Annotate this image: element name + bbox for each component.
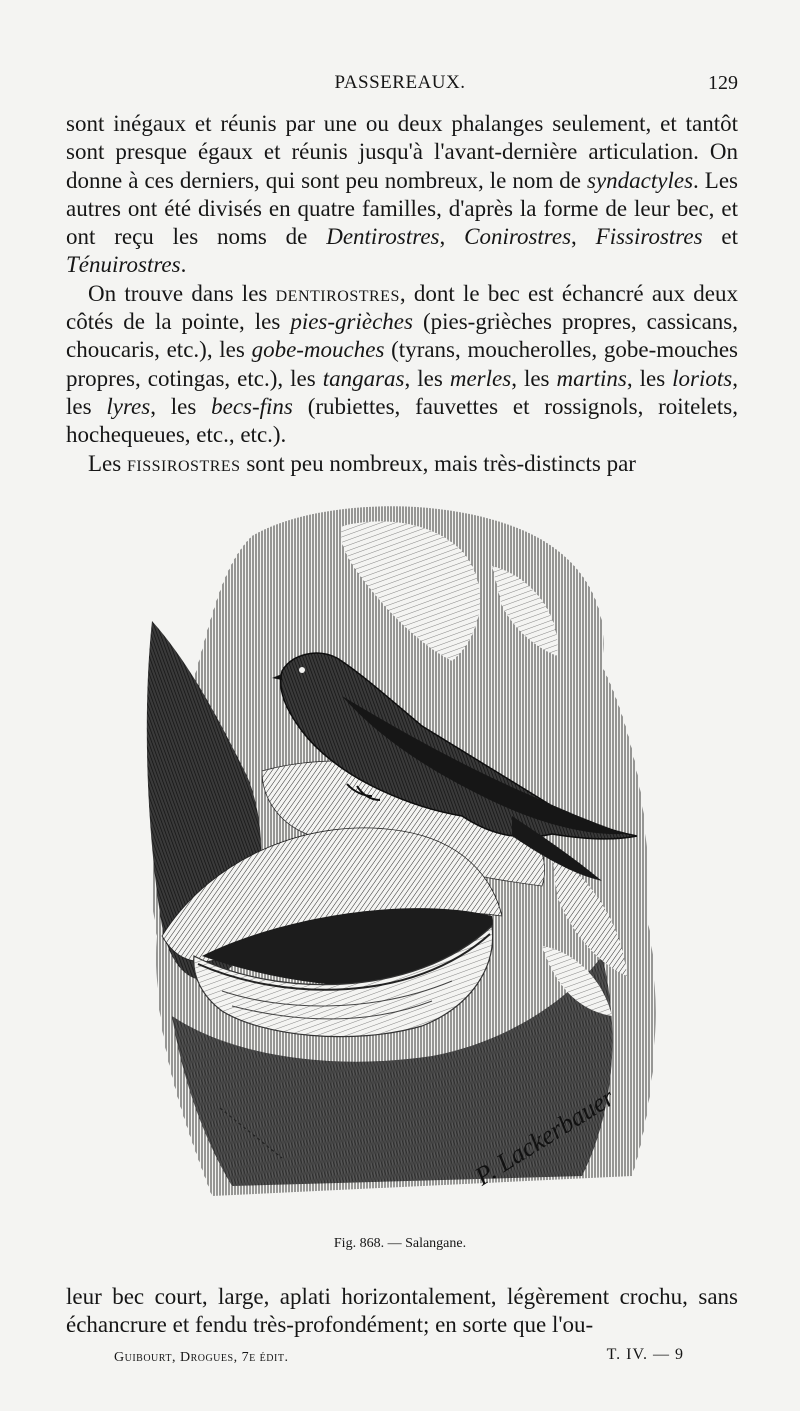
paragraph-orders — [66, 110, 738, 280]
text-run: (tyrans, moucherolles, gobe-mouches propres, cotingas, etc.), les — [66, 337, 738, 391]
running-head — [60, 72, 740, 102]
term-becs-fins: becs-fins — [211, 393, 293, 419]
text-run: , les — [404, 365, 450, 391]
term-syndactyles: syndactyles — [587, 167, 694, 193]
signature-left: Guibourt, Drogues, 7e édit. — [114, 1350, 289, 1365]
term-dentirostres-smallcaps: dentirostres — [275, 280, 400, 306]
text-run: , les — [511, 365, 557, 391]
paragraph-fissirostres — [66, 450, 738, 478]
text-run: , les — [66, 365, 738, 419]
text-run: , — [571, 224, 596, 250]
text-run: , les — [626, 365, 673, 391]
upper-text-block — [66, 110, 738, 478]
text-run: On trouve dans les — [88, 280, 276, 306]
printer-signature-line — [66, 1346, 738, 1370]
term-pies-grieches: pies-grièches — [290, 309, 413, 335]
text-run: sont peu nombreux, mais très-distincts par — [240, 450, 636, 476]
engraver-signature: P. Lackerbauer — [469, 1082, 620, 1192]
term-dentirostres: Dentirostres — [326, 224, 440, 250]
engraving-salangane — [132, 496, 672, 1216]
term-fissirostres-smallcaps: fissirostres — [126, 450, 241, 476]
paragraph-dentirostres — [66, 280, 738, 450]
figure-caption: Fig. 868. — Salangane. — [333, 1236, 467, 1251]
text-run: , les — [150, 393, 212, 419]
term-tangaras: tangaras — [322, 365, 405, 391]
bird-eye — [299, 667, 305, 673]
engraving-illustration — [132, 496, 672, 1216]
term-tenuirostres: Ténuirostres — [66, 252, 181, 278]
running-title: PASSEREAUX. — [334, 72, 466, 93]
text-run: . — [180, 252, 187, 278]
term-loriots: loriots — [672, 365, 733, 391]
text-run: (rubiettes, fauvettes et rossignols, roitelets, hochequeues, etc., etc.). — [66, 393, 738, 448]
page-number: 129 — [708, 72, 738, 94]
term-fissirostres: Fissirostres — [595, 224, 703, 250]
text-run: et — [702, 224, 739, 250]
term-martins: martins — [556, 365, 627, 391]
lower-text-block — [66, 1283, 738, 1340]
text-run: , dont le bec est échancré aux deux côtés de la pointe, les — [66, 280, 739, 335]
term-merles: merles — [449, 365, 512, 391]
term-conirostres: Conirostres — [464, 224, 572, 250]
paragraph-continuation: leur bec court, large, aplati horizontalement, légèrement crochu, sans échancrure et fendu très-profondément; en sorte que l'ou- — [66, 1284, 738, 1338]
text-run: (pies-grièches propres, cassicans, choucaris, etc.), les — [66, 309, 738, 363]
text-run: Les — [88, 450, 127, 476]
signature-right: T. IV. — 9 — [606, 1346, 684, 1363]
term-lyres: lyres — [106, 393, 151, 419]
text-run: , — [439, 224, 465, 250]
text-run: sont inégaux et réunis par une ou deux phalanges seulement, et tantôt sont presque égaux et réunis jusqu'à l'avant-dernière articulation. On donne à ces derniers, qui sont peu nombreux, le nom de — [66, 111, 738, 193]
term-gobe-mouches: gobe-mouches — [251, 337, 385, 363]
text-run: . Les autres ont été divisés en quatre familles, d'après la forme de leur bec, et ont reçu les noms de — [66, 167, 738, 250]
